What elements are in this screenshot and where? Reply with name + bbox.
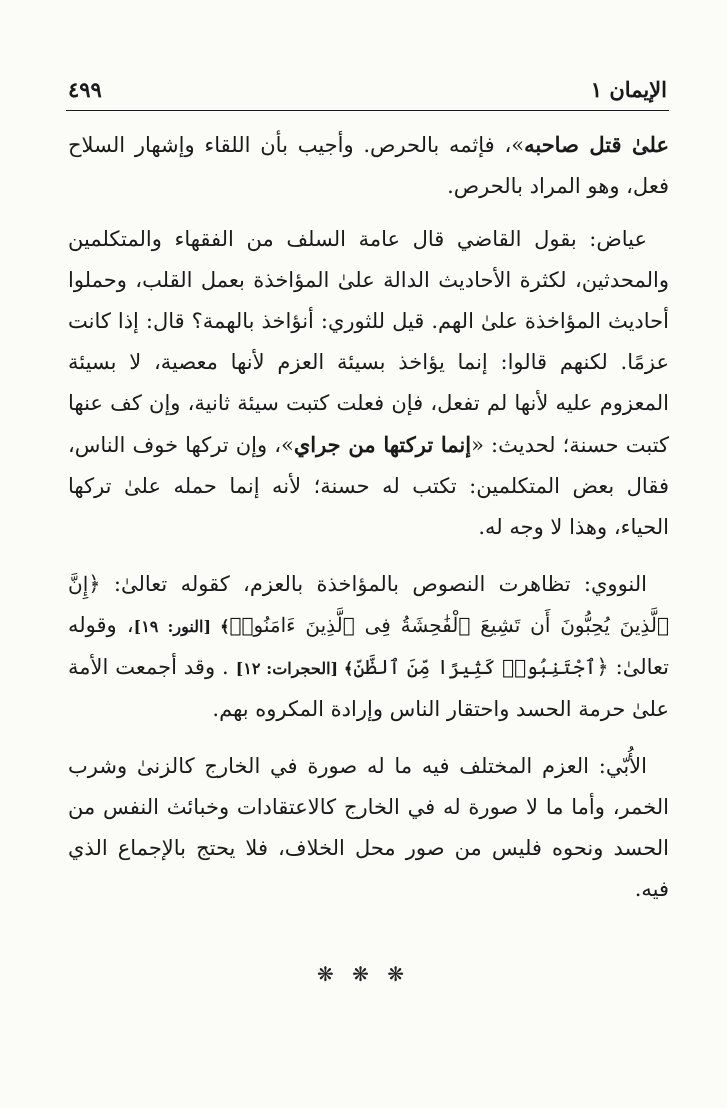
paragraph-4 (68, 746, 669, 910)
paragraph-3-middle: ، وقوله تعالىٰ: ﴿ (68, 613, 670, 679)
running-title: الإيمان ١ (590, 76, 667, 102)
hadith-quote: إنما تركتها من جراي (293, 432, 472, 457)
paragraph-2-after: »، وإن تركها خوف الناس، فقال بعض المتكلمين: تكتب له حسنة؛ لأنه إنما حمله علىٰ تركها الحياء، وهذا لا وجه له. (68, 433, 669, 539)
page-body (68, 124, 669, 926)
quran-verse-2: ٱجْتَنِبُوا۟ كَثِيرًا مِّنَ ٱلظَّنِّ (353, 655, 597, 679)
page-number: ٤٩٩ (68, 76, 102, 102)
header-rule (66, 110, 669, 111)
quran-ref-2: ﴾ [الحجرات: ١٢] (235, 659, 354, 678)
paragraph-1-text: »، فإثمه بالحرص. وأجيب بأن اللقاء وإشهار السلاح فعل، وهو المراد بالحرص. (68, 133, 669, 198)
paragraph-4-text: الأُبّي: العزم المختلف فيه ما له صورة في الخارج كالزنىٰ وشرب الخمر، وأما ما لا صورة له في الخارج كالاعتقادات وخبائث النفس من الحسد ونحوه فليس من صور محل الخلاف، فلا يحتج بالإجماع الذي فيه. (68, 754, 669, 901)
quran-verse-1: إِنَّ ٱلَّذِينَ يُحِبُّونَ أَن تَشِيعَ ٱلْفَٰحِشَةُ فِى ٱلَّذِينَ ءَامَنُوا۟ (68, 572, 669, 637)
paragraph-2-text: عياض: بقول القاضي قال عامة السلف من الفقهاء والمتكلمين والمحدثين، لكثرة الأحاديث الدالة علىٰ المؤاخذة بعمل القلب، وحملوا أحاديث المؤاخذة علىٰ الهم. قيل للثوري: أنؤاخذ بالهمة؟ قال: إذا كانت عزمًا. لكنهم قالوا: إنما يؤاخذ بسيئة العزم لأنها معصية، لا بسيئة المعزوم عليه لأنها لم تفعل، فإن فعلت كتبت سيئة ثانية، وإن كف عنها كتبت حسنة؛ لحديث: « (68, 227, 669, 457)
paragraph-3 (68, 564, 669, 730)
paragraph-3-end: . وقد أجمعت الأمة علىٰ حرمة الحسد واحتقار الناس وإرادة المكروه بهم. (68, 655, 669, 721)
section-separator: ❋ ❋ ❋ (317, 962, 410, 986)
hadith-fragment: علىٰ قتل صاحبه (524, 132, 669, 157)
page-header (68, 72, 667, 106)
paragraph-2 (68, 219, 669, 548)
paragraph-3-intro: النووي: تظاهرت النصوص بالمؤاخذة بالعزم، كقوله تعالىٰ: ﴿ (88, 572, 647, 596)
quran-ref-1: ﴾ [النور: ١٩] (133, 617, 230, 636)
paragraph-1 (68, 124, 669, 207)
